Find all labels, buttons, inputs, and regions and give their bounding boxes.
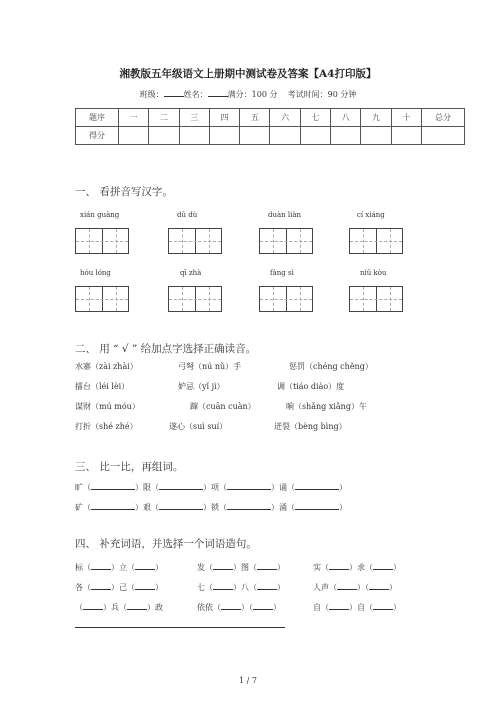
- score-cell[interactable]: [300, 127, 330, 145]
- header-cell: 十: [391, 109, 421, 127]
- idiom-text: ）: [277, 563, 285, 572]
- idiom-text: ）立（: [111, 563, 135, 572]
- compare-text: 旷（: [75, 483, 91, 492]
- idiom-group: [197, 561, 285, 573]
- header-cell: 题序: [76, 109, 119, 127]
- name-blank: [208, 88, 228, 97]
- answer-blank[interactable]: [221, 601, 241, 610]
- idiom-text: 依依（: [197, 603, 221, 612]
- idiom-text: ）: [273, 603, 281, 612]
- time-label: 考试时间：90 分钟: [287, 90, 357, 99]
- pinyin-label: dǔ dù: [177, 211, 198, 219]
- pinyin-label: hóu lóng: [80, 269, 111, 277]
- compare-text: ）: [339, 483, 347, 492]
- answer-blank[interactable]: [329, 601, 349, 610]
- idiom-text: ）己（: [111, 583, 135, 592]
- answer-blank[interactable]: [127, 601, 147, 610]
- writing-grid[interactable]: [75, 286, 129, 312]
- answer-blank[interactable]: [91, 561, 111, 570]
- writing-grid[interactable]: [75, 228, 129, 254]
- reading-item: 遂心（suì suí）: [169, 422, 228, 431]
- section-4-title: 四、 补充词语，并选择一个词语造句。: [75, 538, 257, 550]
- name-label: 姓名：: [183, 90, 208, 99]
- compare-text: ）锁（: [203, 503, 227, 512]
- idiom-text: ）: [389, 583, 397, 592]
- compare-text: 矿（: [75, 503, 91, 512]
- reading-item: 晌（shǎng xiǎng）午: [286, 402, 367, 411]
- idiom-text: ）兵（: [103, 603, 127, 612]
- answer-blank[interactable]: [329, 561, 349, 570]
- idiom-group: [313, 581, 397, 593]
- idiom-text: ）自（: [349, 603, 373, 612]
- idiom-text: 七（: [197, 583, 213, 592]
- score-cell[interactable]: [119, 127, 149, 145]
- score-cell[interactable]: [391, 127, 421, 145]
- answer-blank[interactable]: [135, 561, 155, 570]
- score-cell[interactable]: [179, 127, 209, 145]
- page-number: 1 / 7: [239, 676, 257, 685]
- reading-item: 擂台（léi lèi）: [75, 382, 130, 391]
- exam-info: [0, 88, 496, 100]
- idiom-group: [75, 561, 163, 573]
- compare-text: ）艰（: [135, 503, 159, 512]
- idiom-text: ）八（: [233, 583, 257, 592]
- reading-item: 弓弩（nú nǔ）手: [178, 362, 242, 371]
- answer-blank[interactable]: [213, 561, 233, 570]
- reading-item: 谋财（mú móu）: [75, 402, 140, 411]
- idiom-text: ）求（: [349, 563, 373, 572]
- score-cell[interactable]: [149, 127, 179, 145]
- idiom-text: ）（: [357, 583, 369, 592]
- compare-text: ）: [339, 503, 347, 512]
- pinyin-label: qī zhà: [180, 269, 202, 277]
- writing-grid[interactable]: [259, 228, 313, 254]
- reading-item: 惩罚（chéng chěng）: [289, 362, 373, 371]
- section-2-title: 二、 用 “ √ ” 给加点字选择正确读音。: [75, 343, 257, 355]
- score-table-score-row: [76, 127, 465, 145]
- page-title: 湘教版五年级语文上册期中测试卷及答案【A4打印版】: [119, 68, 377, 80]
- header-cell: 三: [179, 109, 209, 127]
- reading-item: 迸裂（bèng bìng）: [274, 422, 347, 431]
- reading-item: 调（tiáo diào）度: [277, 382, 345, 391]
- idiom-text: 自（: [313, 603, 329, 612]
- compare-text: ）诵（: [271, 483, 295, 492]
- idiom-group: [75, 581, 163, 593]
- compare-text: ）涌（: [271, 503, 295, 512]
- idiom-text: ）图（: [233, 563, 257, 572]
- pinyin-label: duàn liàn: [268, 211, 302, 219]
- reading-item: 妒忌（yǐ jì）: [178, 382, 225, 391]
- pinyin-label: xián guàng: [80, 211, 120, 219]
- idiom-text: ）（: [241, 603, 253, 612]
- writing-grid[interactable]: [349, 228, 403, 254]
- answer-blank[interactable]: [295, 501, 339, 510]
- answer-blank[interactable]: [257, 561, 277, 570]
- idiom-text: ）: [393, 563, 401, 572]
- header-cell: 二: [149, 109, 179, 127]
- answer-blank[interactable]: [91, 481, 135, 490]
- score-label: 满分：100 分: [227, 90, 278, 99]
- pinyin-label: cí xiáng: [357, 211, 385, 219]
- answer-blank[interactable]: [337, 581, 357, 590]
- answer-blank[interactable]: [227, 501, 271, 510]
- score-cell[interactable]: [270, 127, 300, 145]
- sentence-answer-line[interactable]: [75, 627, 285, 628]
- section-1-title: 一、 看拼音写汉字。: [75, 186, 173, 198]
- reading-item: 水寨（zài zhài）: [75, 362, 138, 371]
- score-cell[interactable]: [331, 127, 361, 145]
- answer-blank[interactable]: [159, 501, 203, 510]
- header-cell: 九: [361, 109, 391, 127]
- idiom-text: （: [75, 603, 83, 612]
- score-cell[interactable]: [361, 127, 391, 145]
- header-cell: 五: [240, 109, 270, 127]
- header-cell: 总分: [422, 109, 465, 127]
- answer-blank[interactable]: [135, 581, 155, 590]
- score-cell[interactable]: [209, 127, 239, 145]
- answer-blank[interactable]: [159, 481, 203, 490]
- compare-row-1: [75, 481, 347, 493]
- writing-grid[interactable]: [168, 228, 222, 254]
- pinyin-label: niǔ kòu: [360, 269, 387, 277]
- header-cell: 一: [119, 109, 149, 127]
- answer-blank[interactable]: [257, 581, 277, 590]
- compare-row-2: [75, 501, 347, 513]
- idiom-text: ）: [277, 583, 285, 592]
- idiom-group: [313, 601, 401, 613]
- compare-text: ）项（: [203, 483, 227, 492]
- reading-item: 蹿（cuān cuàn）: [190, 402, 256, 411]
- idiom-text: ）: [393, 603, 401, 612]
- idiom-text: 各（: [75, 583, 91, 592]
- header-cell: 四: [209, 109, 239, 127]
- idiom-text: ）: [155, 583, 163, 592]
- answer-blank[interactable]: [373, 561, 393, 570]
- answer-blank[interactable]: [91, 501, 135, 510]
- answer-blank[interactable]: [253, 601, 273, 610]
- answer-blank[interactable]: [83, 601, 103, 610]
- answer-blank[interactable]: [373, 601, 393, 610]
- answer-blank[interactable]: [213, 581, 233, 590]
- header-cell: 七: [300, 109, 330, 127]
- score-table: [75, 108, 465, 145]
- score-cell[interactable]: [422, 127, 465, 145]
- writing-grid[interactable]: [168, 286, 222, 312]
- idiom-text: ）政: [147, 603, 163, 612]
- class-blank: [164, 88, 184, 97]
- header-cell: 八: [331, 109, 361, 127]
- idiom-group: [197, 601, 281, 613]
- idiom-text: 发（: [197, 563, 213, 572]
- idiom-group: [313, 561, 401, 573]
- idiom-text: ）: [155, 563, 163, 572]
- writing-grid[interactable]: [259, 286, 313, 312]
- idiom-text: 人声（: [313, 583, 337, 592]
- idiom-group: [197, 581, 285, 593]
- idiom-group: [75, 601, 163, 613]
- section-3-title: 三、 比一比，再组词。: [75, 461, 184, 473]
- writing-grid[interactable]: [349, 286, 403, 312]
- pinyin-label: fàng sì: [270, 269, 294, 277]
- score-row-label: 得分: [76, 127, 119, 145]
- score-cell[interactable]: [240, 127, 270, 145]
- answer-blank[interactable]: [227, 481, 271, 490]
- class-label: 班级：: [139, 90, 164, 99]
- reading-item: 打折（shé zhé）: [75, 422, 138, 431]
- idiom-text: 标（: [75, 563, 91, 572]
- answer-blank[interactable]: [91, 581, 111, 590]
- score-table-header-row: [76, 109, 465, 127]
- idiom-text: 实（: [313, 563, 329, 572]
- header-cell: 六: [270, 109, 300, 127]
- compare-text: ）限（: [135, 483, 159, 492]
- answer-blank[interactable]: [295, 481, 339, 490]
- answer-blank[interactable]: [369, 581, 389, 590]
